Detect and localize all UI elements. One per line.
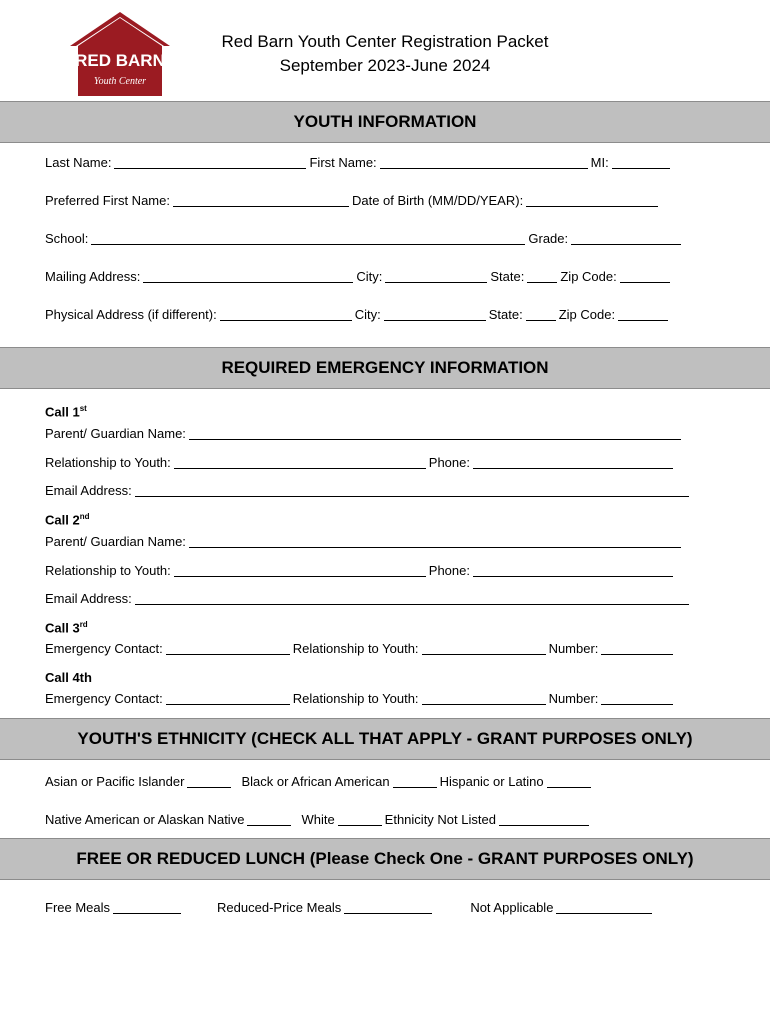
dob-label: Date of Birth (MM/DD/YEAR): bbox=[351, 193, 524, 208]
call2-guardian-label: Parent/ Guardian Name: bbox=[45, 534, 186, 549]
row-name bbox=[45, 152, 673, 170]
call3-number-field[interactable] bbox=[601, 641, 673, 655]
reduced-meals-line[interactable] bbox=[344, 900, 432, 914]
physical-state-field[interactable] bbox=[526, 307, 556, 321]
not-applicable-line[interactable] bbox=[556, 900, 652, 914]
mailing-zip-label: Zip Code: bbox=[560, 269, 617, 284]
call-2-suffix: nd bbox=[79, 512, 90, 521]
mailing-address-field[interactable] bbox=[143, 269, 353, 283]
call1-phone-label: Phone: bbox=[428, 455, 470, 470]
grade-label: Grade: bbox=[528, 231, 569, 246]
call4-number-label: Number: bbox=[548, 691, 599, 706]
mi-field[interactable] bbox=[612, 155, 670, 169]
last-name-label: Last Name: bbox=[45, 155, 112, 170]
call1-relationship-label: Relationship to Youth: bbox=[45, 455, 171, 470]
mailing-state-label: State: bbox=[490, 269, 525, 284]
row-preferred-dob bbox=[45, 190, 661, 208]
section-ethnicity: YOUTH'S ETHNICITY (CHECK ALL THAT APPLY - GRANT PURPOSES ONLY) bbox=[0, 718, 770, 760]
school-label: School: bbox=[45, 231, 89, 246]
last-name-field[interactable] bbox=[114, 155, 306, 169]
call1-email-field[interactable] bbox=[135, 483, 689, 497]
call-2-label: Call 2 bbox=[45, 512, 80, 528]
call4-relationship-label: Relationship to Youth: bbox=[292, 691, 419, 706]
call3-relationship-label: Relationship to Youth: bbox=[292, 641, 419, 656]
free-meals-line[interactable] bbox=[113, 900, 181, 914]
call-3-label: Call 3 bbox=[45, 620, 80, 636]
document-title bbox=[170, 30, 600, 78]
title-line-2: September 2023-June 2024 bbox=[279, 56, 491, 75]
hispanic-checkbox-line[interactable] bbox=[547, 774, 591, 788]
call3-number-label: Number: bbox=[548, 641, 599, 656]
row-call2-relationship bbox=[45, 560, 676, 578]
physical-address-field[interactable] bbox=[220, 307, 352, 321]
school-field[interactable] bbox=[91, 231, 525, 245]
red-barn-logo bbox=[68, 10, 172, 98]
call3-contact-label: Emergency Contact: bbox=[45, 641, 163, 656]
mailing-address-label: Mailing Address: bbox=[45, 269, 141, 284]
call2-email-field[interactable] bbox=[135, 591, 689, 605]
title-line-1: Red Barn Youth Center Registration Packet bbox=[221, 32, 549, 51]
logo-text: RED BARN bbox=[75, 51, 165, 70]
call2-email-label: Email Address: bbox=[45, 591, 132, 606]
preferred-name-label: Preferred First Name: bbox=[45, 193, 170, 208]
asian-checkbox-line[interactable] bbox=[187, 774, 231, 788]
first-name-field[interactable] bbox=[380, 155, 588, 169]
call1-relationship-field[interactable] bbox=[174, 455, 426, 469]
call2-relationship-label: Relationship to Youth: bbox=[45, 563, 171, 578]
row-call3-contact bbox=[45, 638, 676, 656]
call-1-label: Call 1 bbox=[45, 404, 80, 420]
call-3-suffix: rd bbox=[79, 620, 88, 629]
free-meals-label: Free Meals bbox=[45, 900, 111, 915]
row-call1-guardian bbox=[45, 423, 684, 441]
section-emergency-information: REQUIRED EMERGENCY INFORMATION bbox=[0, 347, 770, 389]
call2-phone-label: Phone: bbox=[428, 563, 470, 578]
call3-contact-field[interactable] bbox=[166, 641, 290, 655]
native-checkbox-line[interactable] bbox=[247, 812, 291, 826]
physical-address-label: Physical Address (if different): bbox=[45, 307, 217, 322]
row-ethnicity-2 bbox=[45, 809, 592, 827]
call-2-heading bbox=[45, 512, 89, 527]
row-call2-email bbox=[45, 588, 692, 606]
not-applicable-label: Not Applicable bbox=[470, 900, 554, 915]
asian-label: Asian or Pacific Islander bbox=[45, 774, 185, 789]
section-free-reduced-lunch: FREE OR REDUCED LUNCH (Please Check One - GRANT PURPOSES ONLY) bbox=[0, 838, 770, 880]
call1-phone-field[interactable] bbox=[473, 455, 673, 469]
first-name-label: First Name: bbox=[309, 155, 377, 170]
call-1-heading bbox=[45, 404, 87, 419]
mi-label: MI: bbox=[590, 155, 609, 170]
call1-guardian-label: Parent/ Guardian Name: bbox=[45, 426, 186, 441]
white-label: White bbox=[301, 812, 335, 827]
call4-contact-field[interactable] bbox=[166, 691, 290, 705]
call-4-heading: Call 4th bbox=[45, 670, 92, 685]
physical-zip-field[interactable] bbox=[618, 307, 668, 321]
row-physical-address bbox=[45, 304, 671, 322]
preferred-name-field[interactable] bbox=[173, 193, 349, 207]
call2-phone-field[interactable] bbox=[473, 563, 673, 577]
black-checkbox-line[interactable] bbox=[393, 774, 437, 788]
grade-field[interactable] bbox=[571, 231, 681, 245]
call2-guardian-field[interactable] bbox=[189, 534, 681, 548]
logo-subtext: Youth Center bbox=[93, 76, 147, 87]
row-call4-contact bbox=[45, 688, 676, 706]
row-lunch bbox=[45, 897, 655, 915]
row-call1-email bbox=[45, 480, 692, 498]
white-checkbox-line[interactable] bbox=[338, 812, 382, 826]
row-school bbox=[45, 228, 684, 246]
row-call1-relationship bbox=[45, 452, 676, 470]
call1-guardian-field[interactable] bbox=[189, 426, 681, 440]
hispanic-label: Hispanic or Latino bbox=[439, 774, 544, 789]
call1-email-label: Email Address: bbox=[45, 483, 132, 498]
call3-relationship-field[interactable] bbox=[422, 641, 546, 655]
call2-relationship-field[interactable] bbox=[174, 563, 426, 577]
call4-number-field[interactable] bbox=[601, 691, 673, 705]
mailing-state-field[interactable] bbox=[527, 269, 557, 283]
not-listed-checkbox-line[interactable] bbox=[499, 812, 589, 826]
mailing-city-field[interactable] bbox=[385, 269, 487, 283]
physical-city-label: City: bbox=[354, 307, 381, 322]
physical-state-label: State: bbox=[488, 307, 523, 322]
reduced-meals-label: Reduced-Price Meals bbox=[217, 900, 342, 915]
row-ethnicity-1 bbox=[45, 771, 594, 789]
call-3-heading bbox=[45, 620, 88, 635]
call4-relationship-field[interactable] bbox=[422, 691, 546, 705]
call-1-suffix: st bbox=[79, 404, 87, 413]
dob-field[interactable] bbox=[526, 193, 658, 207]
black-label: Black or African American bbox=[241, 774, 390, 789]
call4-contact-label: Emergency Contact: bbox=[45, 691, 163, 706]
row-mailing-address bbox=[45, 266, 673, 284]
mailing-zip-field[interactable] bbox=[620, 269, 670, 283]
row-call2-guardian bbox=[45, 531, 684, 549]
native-label: Native American or Alaskan Native bbox=[45, 812, 245, 827]
not-listed-label: Ethnicity Not Listed bbox=[384, 812, 496, 827]
section-youth-information: YOUTH INFORMATION bbox=[0, 101, 770, 143]
physical-city-field[interactable] bbox=[384, 307, 486, 321]
mailing-city-label: City: bbox=[356, 269, 383, 284]
physical-zip-label: Zip Code: bbox=[558, 307, 616, 322]
